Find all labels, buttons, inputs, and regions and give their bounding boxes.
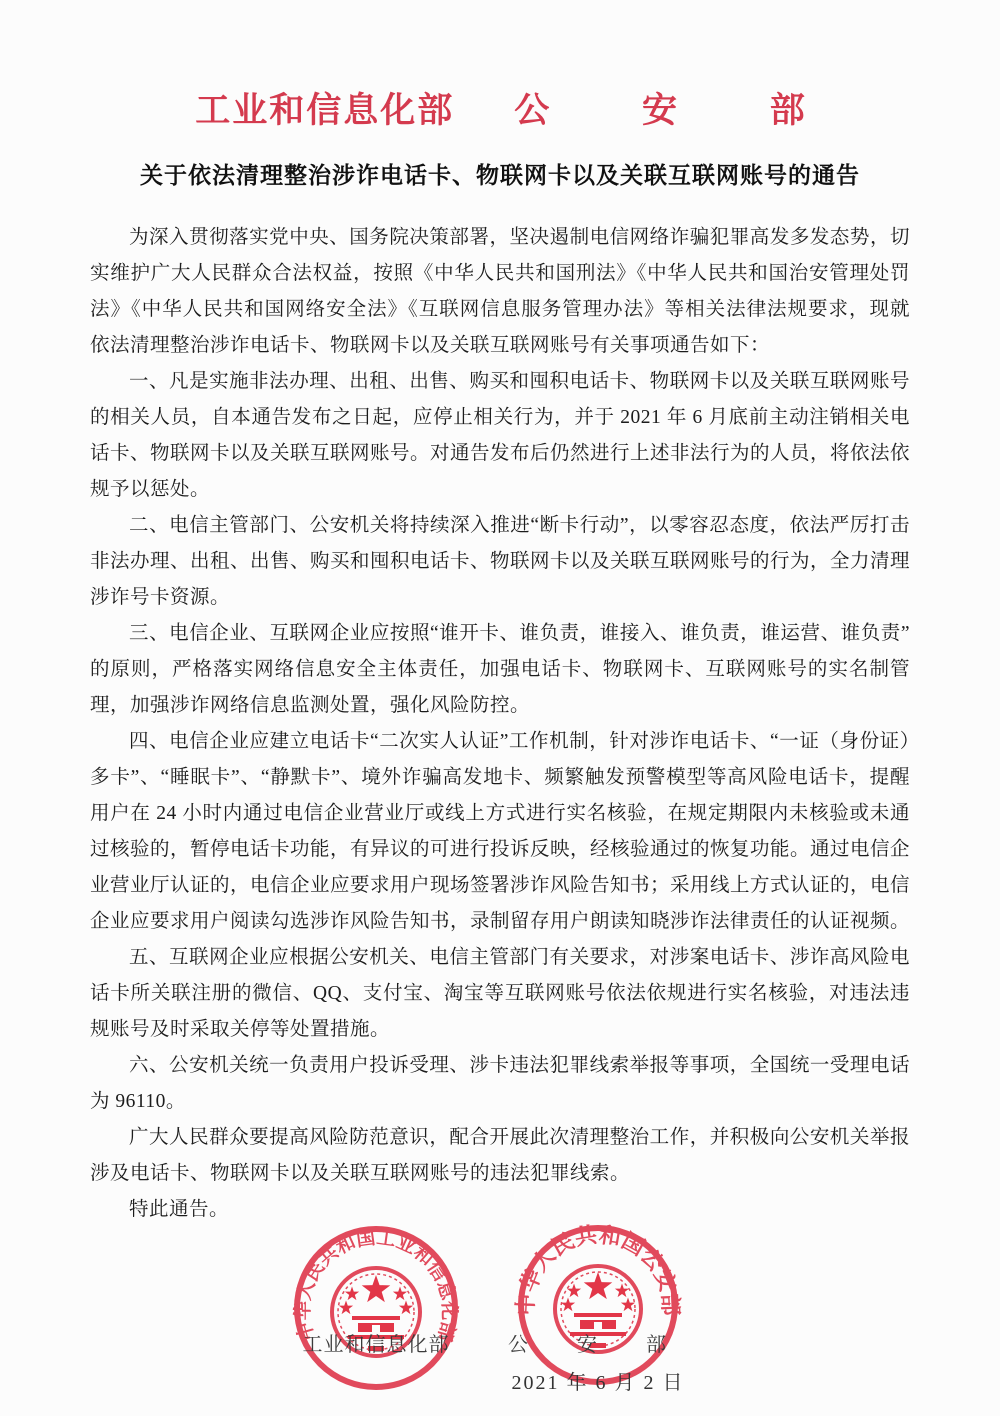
mps-signature-text: 公 安 部 [508, 1333, 688, 1356]
paragraph-closing: 特此通告。 [129, 1198, 230, 1220]
seal-arc-text: 中华人民共和国公安部 [512, 1221, 684, 1316]
mps-seal [508, 1220, 688, 1405]
ministry-miit-title: 工业和信息化部 [195, 91, 455, 130]
document-body [90, 220, 910, 1228]
page-title: 关于依法清理整治涉诈电话卡、物联网卡以及关联互联网账号的通告 [140, 162, 860, 188]
paragraph-item-1: 一、凡是实施非法办理、出租、出售、购买和囤积电话卡、物联网卡以及关联互联网账号的相关人员，自本通告发布之日起，应停止相关行为，并于 2021 年 6 月底前主动注销相关电话卡、物联网卡以及关联互联网账号。对通告发布后仍然进行上述非法行为的人员，将依法依规予以惩处。 [90, 370, 911, 500]
paragraph-public: 广大人民群众要提高风险防范意识，配合开展此次清理整治工作，并积极向公安机关举报涉及电话卡、物联网卡以及关联互联网账号的违法犯罪线索。 [90, 1126, 910, 1184]
seal-area [0, 1220, 1000, 1405]
paragraph-item-2: 二、电信主管部门、公安机关将持续深入推进“断卡行动”，以零容忍态度，依法严厉打击非法办理、出租、出售、购买和囤积电话卡、物联网卡以及关联互联网账号的行为，全力清理涉诈号卡资源。 [90, 514, 911, 608]
paragraph-item-6: 六、公安机关统一负责用户投诉受理、涉卡违法犯罪线索举报等事项，全国统一受理电话为 96110。 [90, 1054, 910, 1112]
paragraph-item-3: 三、电信企业、互联网企业应按照“谁开卡、谁负责，谁接入、谁负责，谁运营、谁负责”的原则，严格落实网络信息安全主体责任，加强电话卡、物联网卡、互联网账号的实名制管理，加强涉诈网络信息监测处置，强化风险防控。 [90, 622, 910, 716]
miit-seal [290, 1220, 462, 1405]
miit-signature-text: 工业和信息化部 [302, 1333, 450, 1356]
ministry-mps-title: 公 安 部 [514, 91, 847, 130]
paragraph-intro: 为深入贯彻落实党中央、国务院决策部署，坚决遏制电信网络诈骗犯罪高发多发态势，切实维护广大人民群众合法权益，按照《中华人民共和国刑法》《中华人民共和国治安管理处罚法》《中华人民共和国网络安全法》《互联网信息服务管理办法》等相关法律法规要求，现就依法清理整治涉诈电话卡、物联网卡以及关联互联网账号有关事项通告如下： [90, 226, 910, 356]
document-header [0, 0, 1000, 131]
seal-arc-text: 中华人民共和国工业和信息化部 [292, 1227, 460, 1343]
notice-date: 2021 年 6 月 2 日 [511, 1371, 685, 1394]
paragraph-item-5: 五、互联网企业应根据公安机关、电信主管部门有关要求，对涉案电话卡、涉诈高风险电话卡所关联注册的微信、QQ、支付宝、淘宝等互联网账号依法依规进行实名核验，对违法违规账号及时采取关停等处置措施。 [90, 946, 910, 1040]
paragraph-item-4: 四、电信企业应建立电话卡“二次实人认证”工作机制，针对涉诈电话卡、“一证（身份证）多卡”、“睡眠卡”、“静默卡”、境外诈骗高发地卡、频繁触发预警模型等高风险电话卡，提醒用户在 24 小时内通过电信企业营业厅或线上方式进行实名核验，在规定期限内未核验或未通过核验的，暂停电话卡功能，有异议的可进行投诉反映，经核验通过的恢复功能。通过电信企业营业厅认证的，电信企业应要求用户现场签署涉诈风险告知书；采用线上方式认证的，电信企业应要求用户阅读勾选涉诈风险告知书，录制留存用户朗读知晓涉诈法律责任的认证视频。 [90, 730, 911, 932]
miit-seal-graphic [290, 1220, 462, 1405]
